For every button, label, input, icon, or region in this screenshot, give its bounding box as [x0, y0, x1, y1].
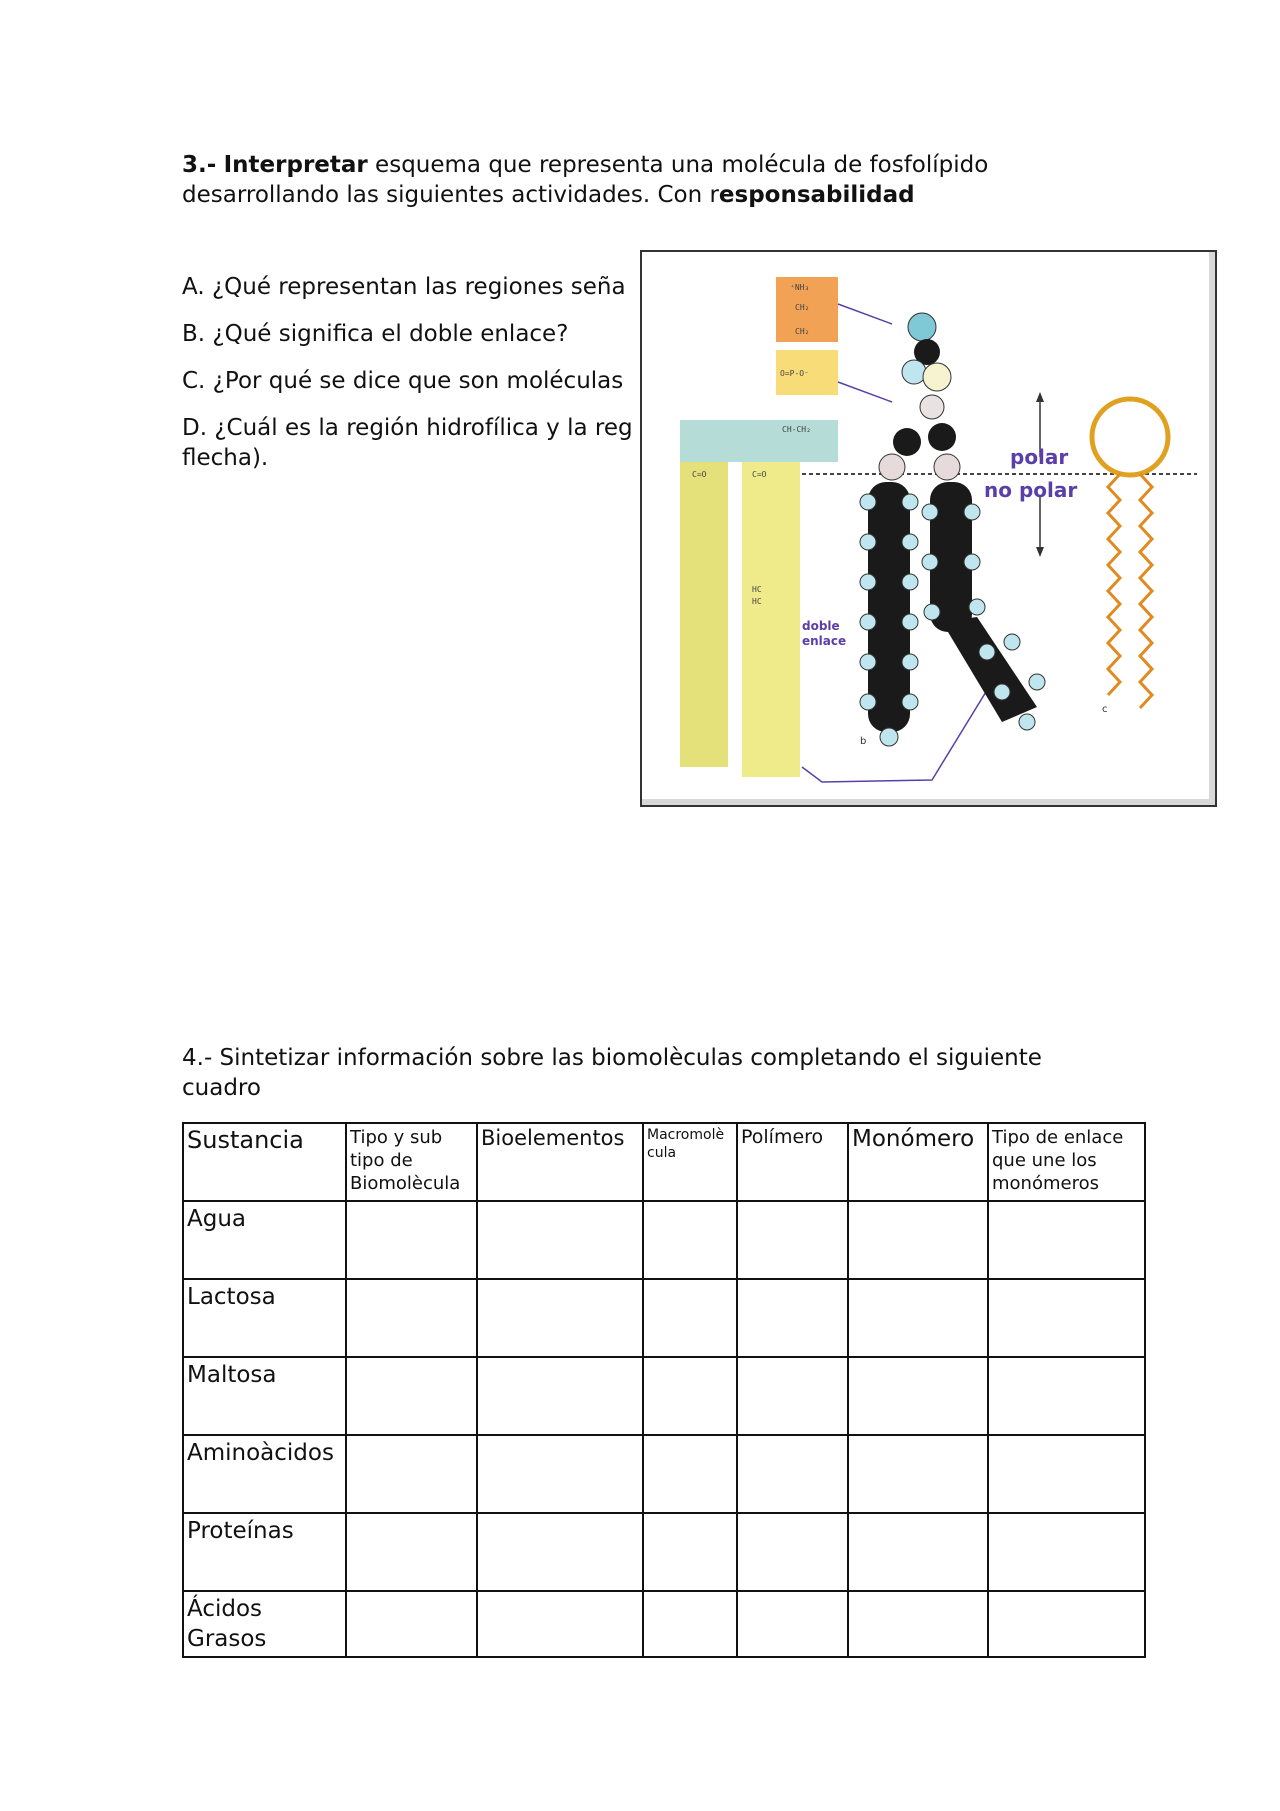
fatty-acid-chain-2: [742, 462, 800, 777]
fatty-acid-chain-1: [680, 462, 728, 767]
table-cell[interactable]: [346, 1357, 477, 1435]
question-b: B. ¿Qué significa el doble enlace?: [182, 321, 569, 347]
question-d: D. ¿Cuál es la región hidrofílica y la reg flecha).: [182, 415, 633, 471]
table-cell[interactable]: [346, 1591, 477, 1657]
header-tipo: Tipo y sub tipo de Biomolècula: [346, 1123, 477, 1201]
table-cell[interactable]: [737, 1201, 848, 1279]
table-row: [183, 1357, 1145, 1435]
table-cell[interactable]: [988, 1513, 1145, 1591]
svg-text:C=O: C=O: [752, 470, 767, 479]
enlace-label: enlace: [802, 634, 847, 648]
header-macromolecula: Macromolè cula: [643, 1123, 737, 1201]
table-row: [183, 1591, 1145, 1657]
table-cell[interactable]: [477, 1279, 643, 1357]
question-3: [182, 150, 1082, 210]
table-cell[interactable]: [988, 1357, 1145, 1435]
question-list: [182, 272, 633, 490]
q3-verb: Interpretar: [223, 152, 368, 178]
table-cell[interactable]: [643, 1279, 737, 1357]
table-cell[interactable]: [848, 1201, 988, 1279]
table-header-row: [183, 1123, 1145, 1201]
table-cell[interactable]: [988, 1591, 1145, 1657]
row-name: Agua: [183, 1201, 346, 1279]
no-polar-label: no polar: [984, 478, 1078, 502]
table-cell[interactable]: [346, 1279, 477, 1357]
table-cell[interactable]: [477, 1357, 643, 1435]
svg-text:CH₂: CH₂: [795, 303, 810, 312]
header-sustancia: Sustancia: [183, 1123, 346, 1201]
question-4: 4.- Sintetizar información sobre las biomolèculas completando el siguiente cuadro: [182, 1045, 1042, 1101]
table-cell[interactable]: [848, 1591, 988, 1657]
table-cell[interactable]: [988, 1201, 1145, 1279]
table-cell[interactable]: [477, 1435, 643, 1513]
table-row: [183, 1513, 1145, 1591]
table-cell[interactable]: [477, 1513, 643, 1591]
table-cell[interactable]: [346, 1435, 477, 1513]
header-monomero: Monómero: [848, 1123, 988, 1201]
glycerol-region: [680, 420, 838, 462]
row-name: Lactosa: [183, 1279, 346, 1357]
label-b: b: [860, 736, 867, 747]
svg-text:O=P-O⁻: O=P-O⁻: [780, 369, 809, 378]
header-tipo-enlace: Tipo de enlace que une los monómeros: [988, 1123, 1145, 1201]
table-cell[interactable]: [848, 1279, 988, 1357]
biomolecule-table: [182, 1122, 1146, 1658]
table-cell[interactable]: [848, 1513, 988, 1591]
q3-number: 3.-: [182, 152, 217, 178]
phospholipid-diagram: [642, 252, 1215, 805]
q3-text: esquema que representa una molécula de fosfolípido desarrollando las siguientes actividades. Con r: [182, 152, 989, 208]
svg-text:C=O: C=O: [692, 470, 707, 479]
table-cell[interactable]: [643, 1201, 737, 1279]
table-cell[interactable]: [477, 1591, 643, 1657]
table-cell[interactable]: [643, 1357, 737, 1435]
question-c: C. ¿Por qué se dice que son moléculas: [182, 368, 624, 394]
svg-text:CH₂: CH₂: [795, 327, 810, 336]
header-polimero: Polímero: [737, 1123, 848, 1201]
table-cell[interactable]: [346, 1513, 477, 1591]
svg-text:CH-CH₂: CH-CH₂: [782, 425, 811, 434]
table-row: [183, 1201, 1145, 1279]
space-filling-model: [860, 313, 1045, 746]
phospholipid-symbol: [1092, 399, 1168, 708]
q3-value: esponsabilidad: [718, 182, 915, 208]
svg-text:HC: HC: [752, 597, 762, 606]
table-cell[interactable]: [346, 1201, 477, 1279]
table-cell[interactable]: [848, 1435, 988, 1513]
question-a: A. ¿Qué representan las regiones seña: [182, 274, 626, 300]
table-cell[interactable]: [737, 1591, 848, 1657]
svg-text:HC: HC: [752, 585, 762, 594]
table-cell[interactable]: [643, 1513, 737, 1591]
table-row: [183, 1435, 1145, 1513]
row-name: Proteínas: [183, 1513, 346, 1591]
polar-label: polar: [1010, 445, 1069, 469]
row-name: Aminoàcidos: [183, 1435, 346, 1513]
label-c: c: [1102, 704, 1108, 715]
table-row: [183, 1279, 1145, 1357]
row-name: Maltosa: [183, 1357, 346, 1435]
table-cell[interactable]: [988, 1279, 1145, 1357]
table-cell[interactable]: [477, 1201, 643, 1279]
table-cell[interactable]: [737, 1279, 848, 1357]
doble-label: doble: [802, 619, 840, 633]
table-cell[interactable]: [848, 1357, 988, 1435]
table-cell[interactable]: [737, 1435, 848, 1513]
header-bioelementos: Bioelementos: [477, 1123, 643, 1201]
svg-text:⁺NH₃: ⁺NH₃: [790, 283, 810, 292]
table-cell[interactable]: [737, 1357, 848, 1435]
phospholipid-figure: [640, 250, 1217, 807]
table-cell[interactable]: [737, 1513, 848, 1591]
table-cell[interactable]: [988, 1435, 1145, 1513]
row-name: Ácidos Grasos: [183, 1591, 346, 1657]
table-cell[interactable]: [643, 1435, 737, 1513]
table-cell[interactable]: [643, 1591, 737, 1657]
